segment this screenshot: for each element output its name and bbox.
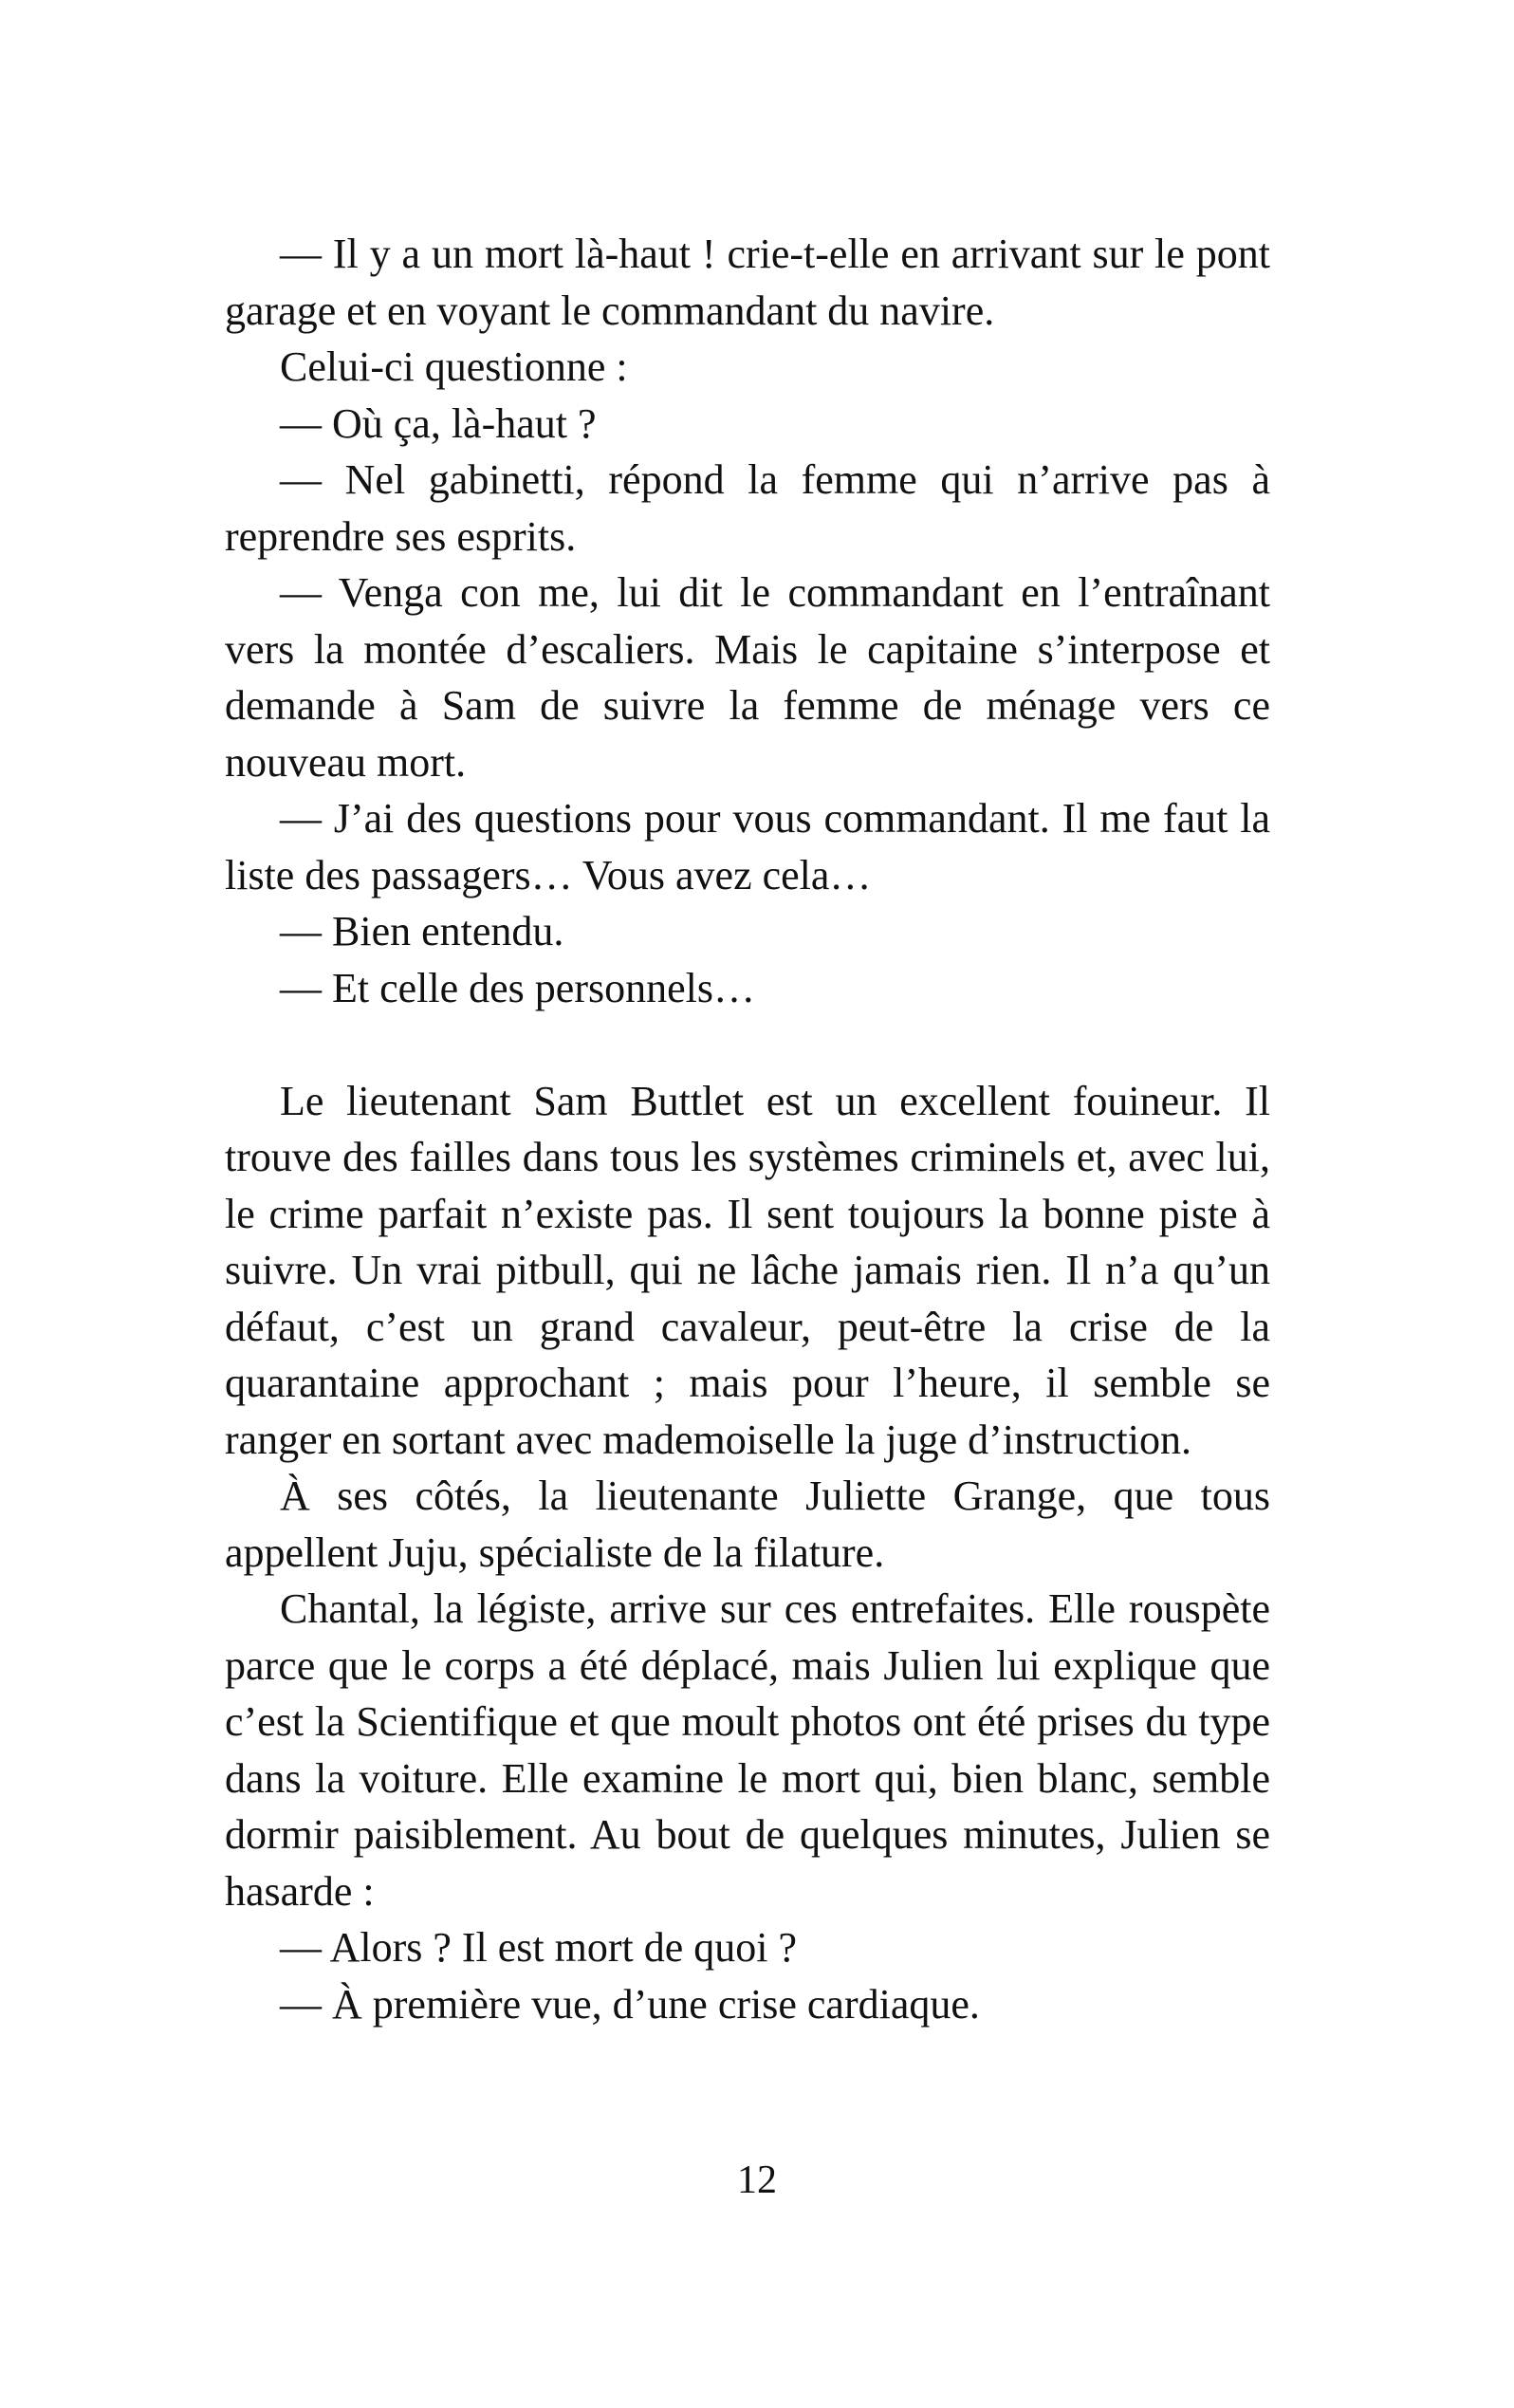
paragraph: — Alors ? Il est mort de quoi ? bbox=[280, 1924, 798, 1971]
dialogue-section bbox=[225, 226, 1270, 1016]
paragraph: Celui-ci questionne : bbox=[280, 343, 628, 390]
paragraph: — Venga con me, lui dit le commandant en l’entraînant vers la montée d’escaliers. Mais le capitaine s’interpose et demande à Sam de suivre la femme de ménage vers ce nouveau mort. bbox=[225, 569, 1270, 786]
page-body bbox=[225, 226, 1270, 2032]
paragraph: — Où ça, là-haut ? bbox=[280, 399, 597, 447]
narrative-section bbox=[225, 1073, 1270, 2033]
section-break bbox=[225, 1016, 1270, 1073]
paragraph: — Il y a un mort là-haut ! crie-t-elle en arrivant sur le pont garage et en voyant le commandant du navire. bbox=[225, 231, 1270, 334]
paragraph: — À première vue, d’une crise cardiaque. bbox=[280, 1980, 980, 2028]
paragraph: Le lieutenant Sam Buttlet est un excellent fouineur. Il trouve des failles dans tous les systèmes criminels et, avec lui, le crime parfait n’existe pas. Il sent toujours la bonne piste à suivre. Un vrai pitbull, qui ne lâche jamais rien. Il n’a qu’un défaut, c’est un grand cavaleur, peut-être la crise de la quarantaine approchant ; mais pour l’heure, il semble se ranger en sortant avec mademoiselle la juge d’instruction. bbox=[225, 1077, 1270, 1463]
paragraph: — J’ai des questions pour vous commandant. Il me faut la liste des passagers… Vous avez cela… bbox=[225, 795, 1270, 898]
paragraph: — Et celle des personnels… bbox=[280, 964, 755, 1011]
page-number: 12 bbox=[737, 2158, 777, 2202]
paragraph: — Nel gabinetti, répond la femme qui n’arrive pas à reprendre ses esprits. bbox=[225, 456, 1270, 560]
paragraph: À ses côtés, la lieutenante Juliette Grange, que tous appellent Juju, spécialiste de la filature. bbox=[225, 1473, 1270, 1576]
paragraph: — Bien entendu. bbox=[280, 908, 564, 954]
paragraph: Chantal, la légiste, arrive sur ces entrefaites. Elle rouspète parce que le corps a été déplacé, mais Julien lui explique que c’est la Scientifique et que moult photos ont été prises du type dans la voiture. Elle examine le mort qui, bien blanc, semble dormir paisiblement. Au bout de quelques minutes, Julien se hasarde : bbox=[225, 1585, 1270, 1915]
